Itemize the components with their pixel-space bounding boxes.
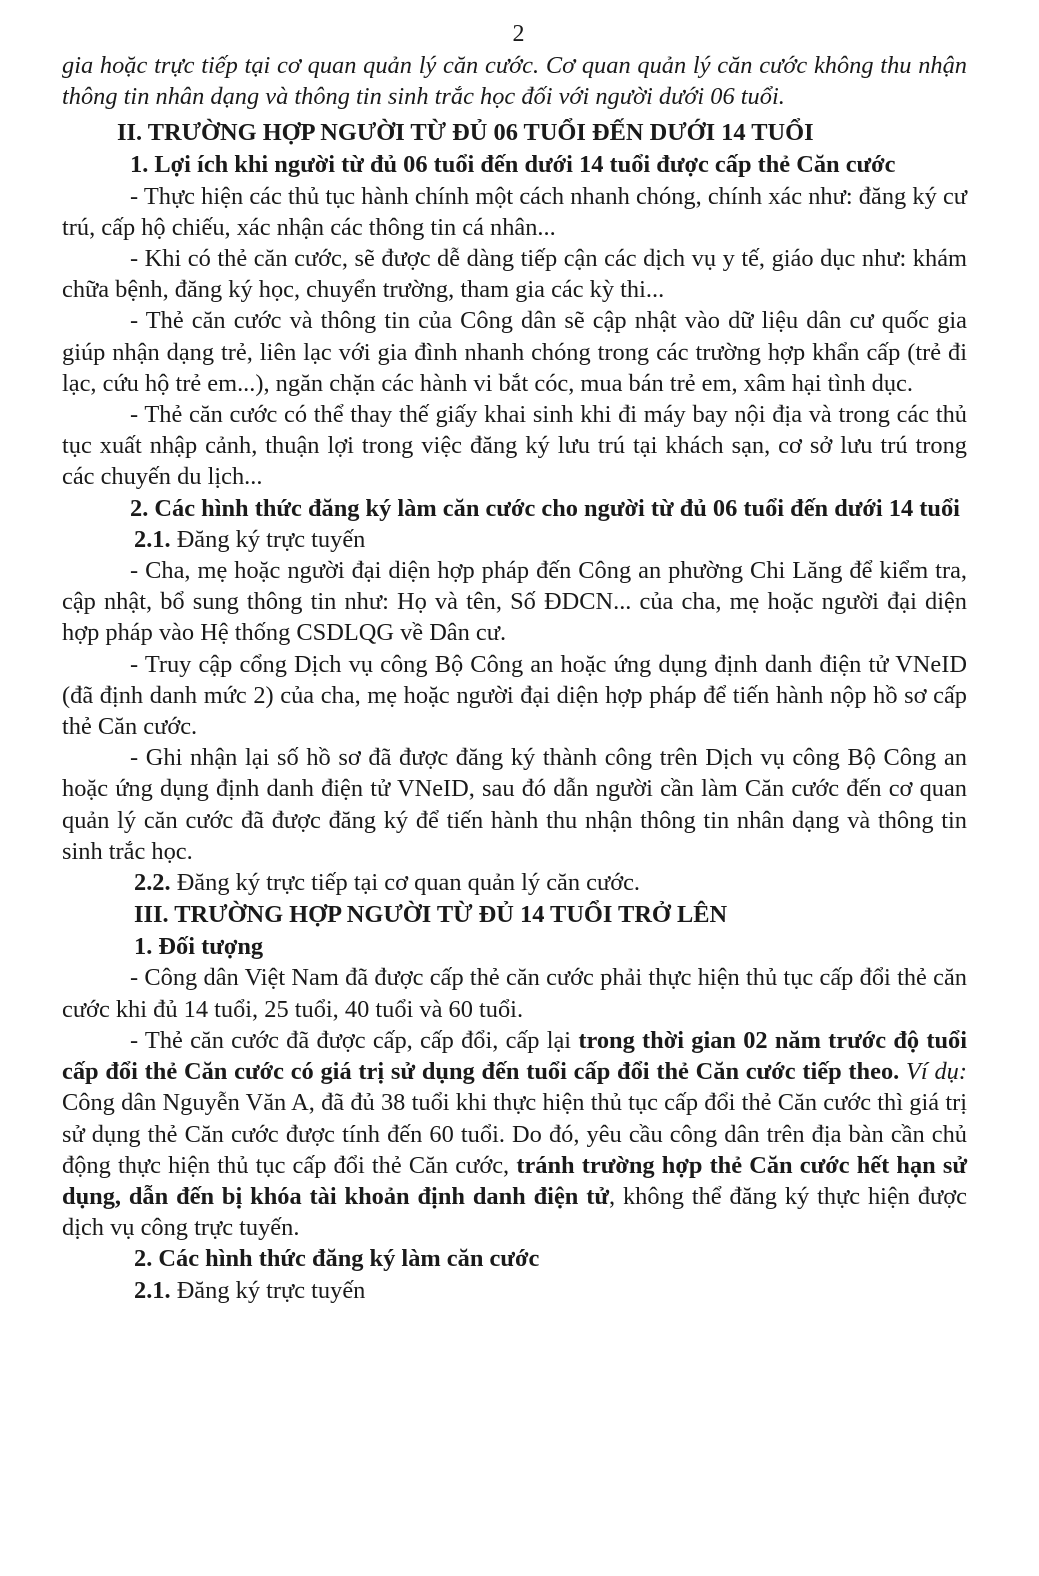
page-number: 2 [512,21,525,47]
document-page [62,18,967,1306]
section-ii-bullet-1: - Thực hiện các thủ tục hành chính một cách nhanh chóng, chính xác như: đăng ký cư trú, cấp hộ chiếu, xác nhận các thông tin cá nhân... [62,182,967,241]
section-iii-bullet-2 [62,1025,967,1243]
section-iii-item-2-1 [62,1275,967,1306]
section-ii-heading: II. TRƯỜNG HỢP NGƯỜI TỪ ĐỦ 06 TUỔI ĐẾN DƯỚI 14 TUỔI [117,119,814,147]
text-run: - Thẻ căn cước đã được cấp, cấp đổi, cấp lại [130,1026,579,1054]
text-run: , không thể đăng ký thực hiện được dịch vụ công trực tuyến. [62,1182,968,1242]
section-ii-subheading-2: 2. Các hình thức đăng ký làm căn cước cho người từ đủ 06 tuổi đến dưới 14 tuổi [130,494,960,522]
item-number: 2.2. [134,869,171,897]
section-ii-bullet-7: - Ghi nhận lại số hồ sơ đã được đăng ký thành công trên Dịch vụ công Bộ Công an hoặc ứng dụng định danh điện tử VNeID, sau đó dẫn người cần làm Căn cước đến cơ quan quản lý căn cước đã được đăng ký để tiến hành thu nhận thông tin nhân dạng và thông tin sinh trắc học. [62,744,967,865]
item-text: Đăng ký trực tuyến [170,1276,366,1304]
section-iii-subheading-1: 1. Đối tượng [134,933,264,961]
item-text: Đăng ký trực tiếp tại cơ quan quản lý căn cước. [170,869,641,897]
item-text: Đăng ký trực tuyến [170,525,366,553]
item-number: 2.1. [134,1276,171,1304]
item-number: 2.1. [134,525,171,553]
section-ii-bullet-6: - Truy cập cổng Dịch vụ công Bộ Công an hoặc ứng dụng định danh điện tử VNeID (đã định danh mức 2) của cha, mẹ hoặc người đại diện hợp pháp để tiến hành nộp hồ sơ cấp thẻ Căn cước. [62,650,967,741]
text-run-bold: trong thời gian 02 năm trước độ tuổi cấp đổi thẻ Căn cước có giá trị sử dụng đến tuổi cấp đổi thẻ Căn cước tiếp theo. [62,1026,967,1086]
section-iii-subheading-2: 2. Các hình thức đăng ký làm căn cước [134,1245,540,1273]
intro-paragraph: gia hoặc trực tiếp tại cơ quan quản lý căn cước. Cơ quan quản lý căn cước không thu nhận thông tin nhân dạng và thông tin sinh trắc học đối với người dưới 06 tuổi. [62,52,967,111]
section-ii-bullet-5: - Cha, mẹ hoặc người đại diện hợp pháp đến Công an phường Chi Lăng để kiểm tra, cập nhật, bổ sung thông tin như: Họ và tên, Số ĐDCN... của cha, mẹ hoặc người đại diện hợp pháp vào Hệ thống CSDLQG về Dân cư. [62,557,967,647]
text-run-italic: Ví dụ: [899,1058,967,1086]
text-run: Công dân Nguyễn Văn A, đã đủ 38 tuổi khi thực hiện thủ tục cấp đổi thẻ Căn cước thì giá trị sử dụng thẻ Căn cước được tính đến 60 tuổi. Do đó, yêu cầu công dân trên địa bàn cần chủ động thực hiện thủ tục cấp đổi thẻ Căn cước, [62,1089,967,1179]
section-ii-subheading-1: 1. Lợi ích khi người từ đủ 06 tuổi đến dưới 14 tuổi được cấp thẻ Căn cước [130,151,896,179]
section-ii-item-2-1 [62,524,967,555]
section-iii-heading: III. TRƯỜNG HỢP NGƯỜI TỪ ĐỦ 14 TUỔI TRỞ LÊN [134,901,728,929]
text-run-bold: tránh trường hợp thẻ Căn cước hết hạn sử dụng, dẫn đến bị khóa tài khoản định danh điện tử [62,1151,968,1210]
section-iii-bullet-1: - Công dân Việt Nam đã được cấp thẻ căn cước phải thực hiện thủ tục cấp đổi thẻ căn cước khi đủ 14 tuổi, 25 tuổi, 40 tuổi và 60 tuổi. [62,964,967,1023]
section-ii-bullet-2: - Khi có thẻ căn cước, sẽ được dễ dàng tiếp cận các dịch vụ y tế, giáo dục như: khám chữa bệnh, đăng ký học, chuyển trường, tham gia các kỳ thi... [62,245,967,304]
section-ii-item-2-2 [62,867,967,898]
section-ii-bullet-3: - Thẻ căn cước và thông tin của Công dân sẽ cập nhật vào dữ liệu dân cư quốc gia giúp nhận dạng trẻ, liên lạc với gia đình nhanh chóng trong các trường hợp khẩn cấp (trẻ đi lạc, cứu hộ trẻ em...), ngăn chặn các hành vi bắt cóc, mua bán trẻ em, xâm hại tình dục. [62,307,967,397]
section-ii-bullet-4: - Thẻ căn cước có thể thay thế giấy khai sinh khi đi máy bay nội địa và trong các thủ tục xuất nhập cảnh, thuận lợi trong việc đăng ký lưu trú tại khách sạn, cơ sở lưu trú trong các chuyến du lịch... [62,401,967,491]
